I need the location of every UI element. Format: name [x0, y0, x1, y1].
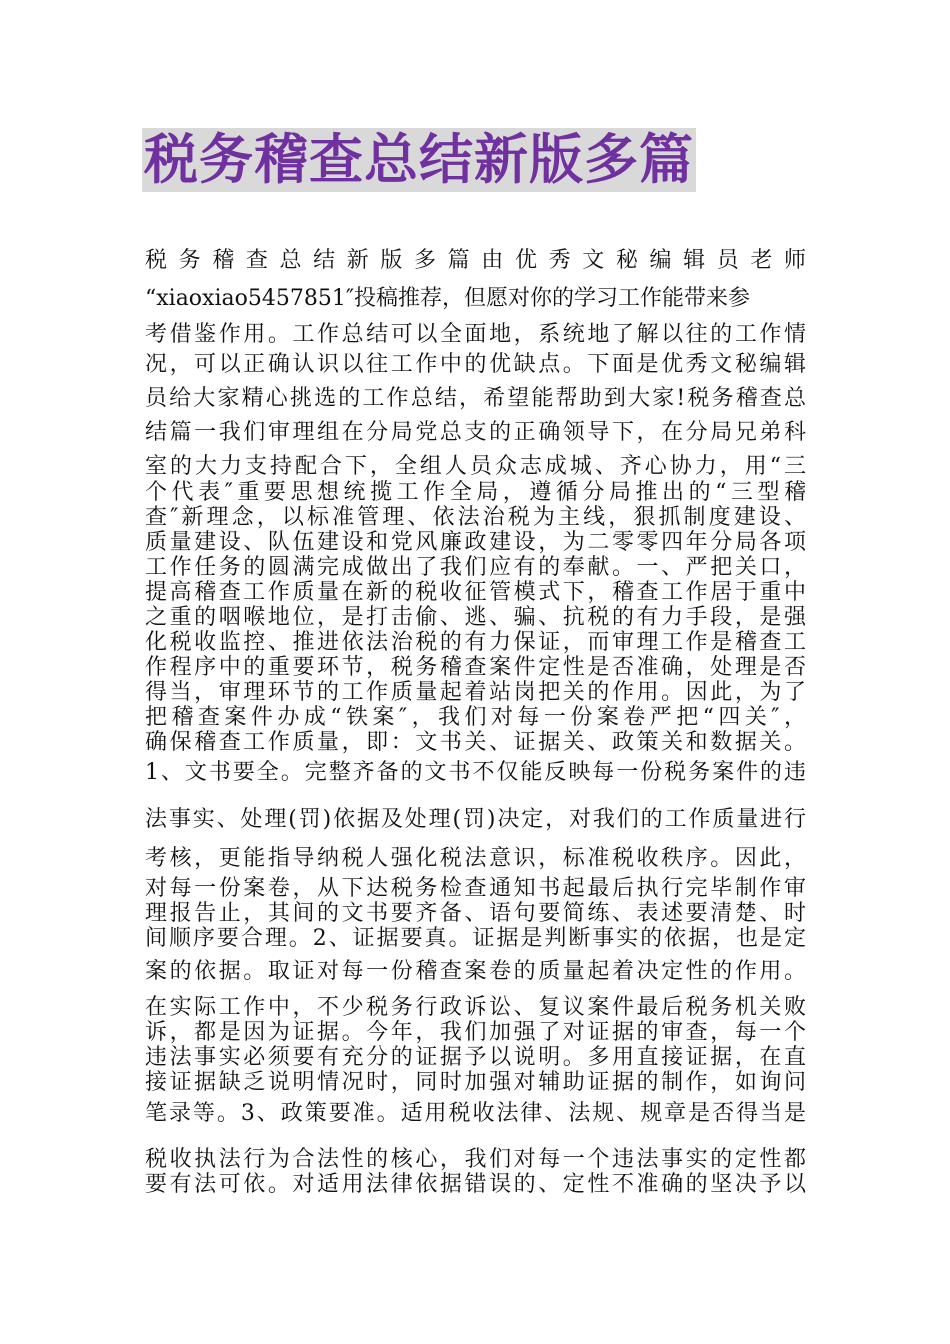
- document-title: 税务稽查总结新版多篇: [144, 128, 694, 191]
- body-line: 税收执法行为合法性的核心，我们对每一个违法事实的定性都: [145, 1147, 806, 1172]
- body-line: 员给大家精心挑选的工作总结，希望能帮助到大家!税务稽查总: [145, 386, 806, 411]
- body-line: 要有法可依。对适用法律依据错误的、定性不准确的坚决予以: [145, 1172, 806, 1197]
- body-line: 在实际工作中，不少税务行政诉讼、复议案件最后税务机关败: [145, 995, 806, 1020]
- body-line: 确保稽查工作质量，即：文书关、证据关、政策关和数据关。: [145, 730, 806, 755]
- body-line: 间顺序要合理。2、证据要真。证据是判断事实的依据，也是定: [145, 926, 806, 951]
- body-line: 接证据缺乏说明情况时，同时加强对辅助证据的制作，如询问: [145, 1070, 806, 1095]
- body-line: 个代表″重要思想统揽工作全局，遵循分局推出的“三型稽: [145, 480, 806, 505]
- body-line: 之重的咽喉地位，是打击偷、逃、骗、抗税的有力手段，是强: [145, 605, 806, 630]
- body-line: 查″新理念，以标准管理、依法治税为主线，狠抓制度建设、: [145, 505, 806, 530]
- body-line: 结篇一我们审理组在分局党总支的正确领导下，在分局兄弟科: [145, 420, 806, 445]
- body-line: 理报告止，其间的文书要齐备、语句要简练、表述要清楚、时: [145, 901, 806, 926]
- title-block: [142, 128, 696, 192]
- body-line: 工作任务的圆满完成做出了我们应有的奉献。一、严把关口，: [145, 555, 806, 580]
- body-line: “xiaoxiao5457851″投稿推荐，但愿对你的学习工作能带来参: [145, 286, 751, 311]
- body-line: 作程序中的重要环节，税务稽查案件定性是否准确，处理是否: [145, 655, 806, 680]
- body-line: 把稽查案件办成“铁案″，我们对每一份案卷严把“四关″，: [145, 705, 806, 730]
- body-line: 况，可以正确认识以往工作中的优缺点。下面是优秀文秘编辑: [145, 352, 806, 377]
- body-line: 考借鉴作用。工作总结可以全面地，系统地了解以往的工作情: [145, 322, 806, 347]
- body-line: 得当，审理环节的工作质量起着站岗把关的作用。因此，为了: [145, 680, 806, 705]
- body-line: 笔录等。3、政策要准。适用税收法律、法规、规章是否得当是: [145, 1101, 806, 1126]
- body-line: 1、文书要全。完整齐备的文书不仅能反映每一份税务案件的违: [145, 760, 806, 785]
- body-line: 提高稽查工作质量在新的税收征管模式下，稽查工作居于重中: [145, 580, 806, 605]
- body-line: 考核，更能指导纳税人强化税法意识，标准税收秩序。因此，: [145, 846, 806, 871]
- body-line: 税务稽查总结新版多篇由优秀文秘编辑员老师: [145, 248, 806, 273]
- body-line: 室的大力支持配合下，全组人员众志成城、齐心协力，用“三: [145, 454, 806, 479]
- body-line: 诉，都是因为证据。今年，我们加强了对证据的审查，每一个: [145, 1020, 806, 1045]
- body-line: 对每一份案卷，从下达税务检查通知书起最后执行完毕制作审: [145, 876, 806, 901]
- body-line: 化税收监控、推进依法治税的有力保证，而审理工作是稽查工: [145, 630, 806, 655]
- body-line: 违法事实必须要有充分的证据予以说明。多用直接证据，在直: [145, 1045, 806, 1070]
- body-line: 质量建设、队伍建设和党风廉政建设，为二零零四年分局各项: [145, 530, 806, 555]
- body-line: 案的依据。取证对每一份稽查案卷的质量起着决定性的作用。: [145, 959, 806, 984]
- body-line: 法事实、处理(罚)依据及处理(罚)决定，对我们的工作质量进行: [145, 807, 806, 832]
